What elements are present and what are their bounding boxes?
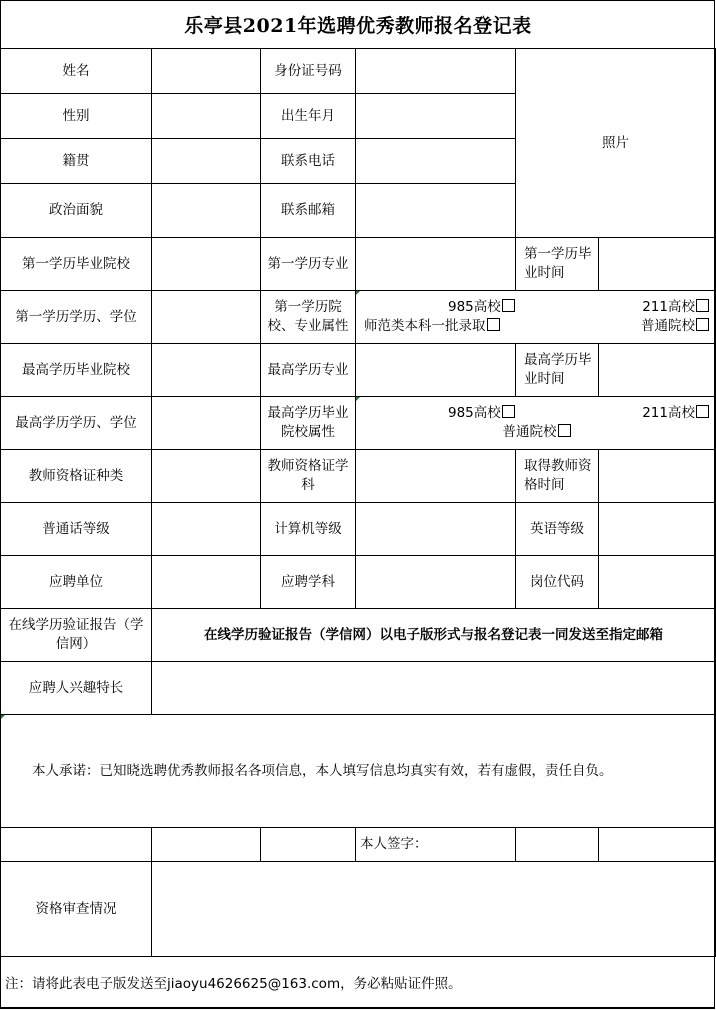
unit-label: 应聘单位 [1,556,152,609]
first-degree-label: 第一学历学历、学位 [1,291,152,344]
highest-school-label: 最高学历毕业院校 [1,344,152,397]
cert-subject-label: 教师资格证学科 [261,450,356,503]
birth-field[interactable] [356,94,516,139]
origin-field[interactable] [152,139,261,184]
checkbox-985-first[interactable] [502,299,515,312]
first-degree-field[interactable] [152,291,261,344]
first-major-field[interactable] [356,238,516,291]
email-field[interactable] [356,184,516,238]
checkbox-985-label: 985高校 [448,405,501,421]
checkbox-211-label: 211高校 [642,299,695,315]
checkbox-211-label: 211高校 [642,405,695,421]
signature-blank-4 [599,828,716,862]
highest-attr-label: 最高学历毕业院校属性 [261,397,356,450]
politics-field[interactable] [152,184,261,238]
signature-label: 本人签字： [356,828,516,862]
highest-grad-time-field[interactable] [599,344,716,397]
highest-school-field[interactable] [152,344,261,397]
checkbox-regular-highest[interactable] [558,424,571,437]
phone-label: 联系电话 [261,139,356,184]
first-major-label: 第一学历专业 [261,238,356,291]
signature-blank-3 [261,828,356,862]
english-field[interactable] [599,503,716,556]
comment-marker-icon [356,291,360,295]
id-number-field[interactable] [356,49,516,94]
signature-blank-1 [1,828,152,862]
first-school-label: 第一学历毕业院校 [1,238,152,291]
name-label: 姓名 [1,49,152,94]
cert-type-field[interactable] [152,450,261,503]
checkbox-normal-first-label: 师范类本科一批录取 [364,318,486,334]
promise-text [1,715,716,828]
first-grad-time-label: 第一学历毕业时间 [516,238,599,291]
first-attr-label: 第一学历院校、专业属性 [261,291,356,344]
mandarin-label: 普通话等级 [1,503,152,556]
id-number-label: 身份证号码 [261,49,356,94]
photo-label: 照片 [602,134,629,151]
form-table [0,48,716,957]
checkbox-regular-label: 普通院校 [502,424,557,440]
photo-area[interactable] [516,49,716,238]
signature-field[interactable] [516,828,599,862]
highest-degree-label: 最高学历学历、学位 [1,397,152,450]
highest-major-field[interactable] [356,344,516,397]
post-code-label: 岗位代码 [516,556,599,609]
gender-field[interactable] [152,94,261,139]
online-report-note: 在线学历验证报告（学信网）以电子版形式与报名登记表一同发送至指定邮箱 [152,609,716,662]
subject-label: 应聘学科 [261,556,356,609]
checkbox-211-first[interactable] [696,299,709,312]
subject-field[interactable] [356,556,516,609]
gender-label: 性别 [1,94,152,139]
birth-label: 出生年月 [261,94,356,139]
politics-label: 政治面貌 [1,184,152,238]
comment-marker-icon [1,715,5,719]
email-label: 联系邮箱 [261,184,356,238]
highest-degree-field[interactable] [152,397,261,450]
checkbox-normal-first[interactable] [487,318,500,331]
cert-time-label: 取得教师资格时间 [516,450,599,503]
english-label: 英语等级 [516,503,599,556]
first-grad-time-field[interactable] [599,238,716,291]
mandarin-field[interactable] [152,503,261,556]
online-report-label: 在线学历验证报告（学信网） [1,609,152,662]
computer-label: 计算机等级 [261,503,356,556]
comment-marker-icon [356,397,360,401]
hobbies-field[interactable] [152,662,716,715]
unit-field[interactable] [152,556,261,609]
highest-major-label: 最高学历专业 [261,344,356,397]
footer-text: 注：请将此表电子版发送至jiaoyu4626625@163.com，务必粘贴证件照。 [5,975,462,992]
footer-note [0,956,715,1008]
checkbox-985-label: 985高校 [448,299,501,315]
form-title: 乐亭县2021年选聘优秀教师报名登记表 [184,14,532,37]
cert-type-label: 教师资格证种类 [1,450,152,503]
first-attr-options [356,291,716,344]
cert-time-field[interactable] [599,450,716,503]
promise-statement: 本人承诺：已知晓选聘优秀教师报名各项信息，本人填写信息均真实有效，若有虚假，责任自负。 [32,763,613,779]
checkbox-regular-first[interactable] [696,318,709,331]
first-school-field[interactable] [152,238,261,291]
review-label: 资格审查情况 [1,862,152,957]
checkbox-985-highest[interactable] [502,405,515,418]
review-field[interactable] [152,862,716,957]
origin-label: 籍贯 [1,139,152,184]
hobbies-label: 应聘人兴趣特长 [1,662,152,715]
post-code-field[interactable] [599,556,716,609]
checkbox-regular-label: 普通院校 [641,318,695,334]
computer-field[interactable] [356,503,516,556]
name-field[interactable] [152,49,261,94]
phone-field[interactable] [356,139,516,184]
checkbox-211-highest[interactable] [696,405,709,418]
cert-subject-field[interactable] [356,450,516,503]
highest-attr-options [356,397,716,450]
highest-grad-time-label: 最高学历毕业时间 [516,344,599,397]
signature-blank-2 [152,828,261,862]
